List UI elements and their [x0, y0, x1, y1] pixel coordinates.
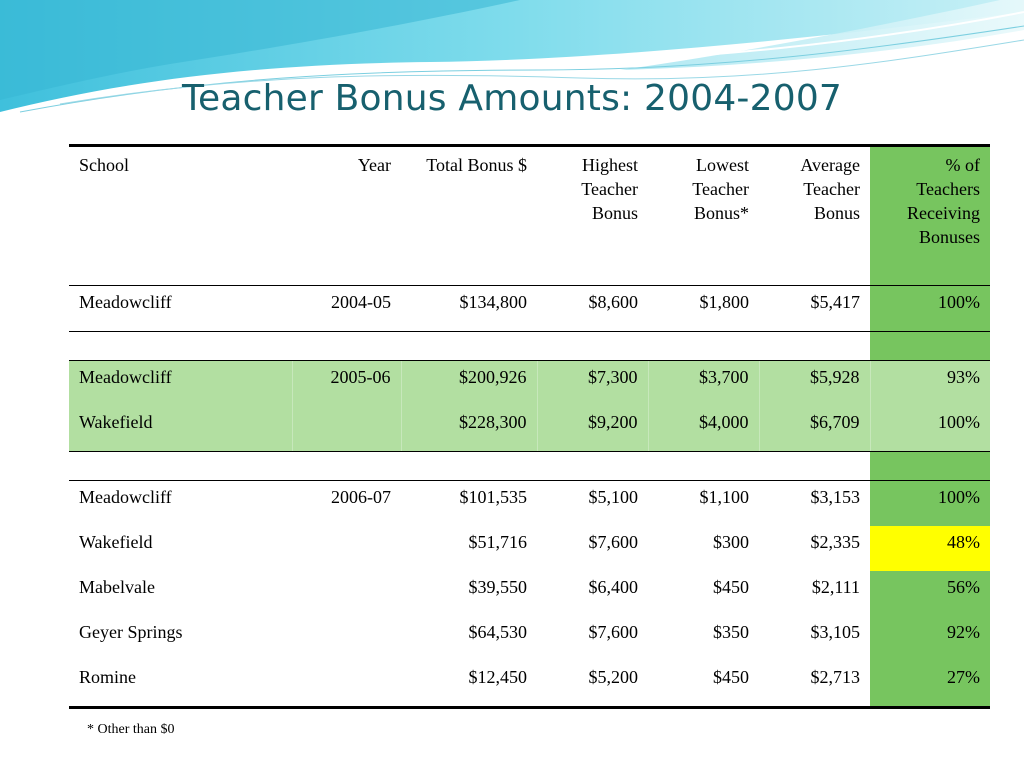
- cell-pct: 100%: [870, 286, 990, 332]
- cell-year: [292, 526, 401, 571]
- cell-total: $64,530: [468, 622, 527, 642]
- cell-year: [292, 661, 401, 708]
- cell-total: $134,800: [401, 286, 537, 332]
- cell-lowest: $300: [713, 532, 749, 552]
- cell-average: $2,713: [810, 667, 860, 687]
- table-row: [69, 361, 990, 407]
- cell-year: [292, 616, 401, 661]
- cell-school: Wakefield: [69, 406, 292, 452]
- cell-lowest: $3,700: [648, 361, 759, 407]
- cell-lowest: $350: [713, 622, 749, 642]
- cell-pct: 48%: [870, 526, 990, 571]
- page-title: Teacher Bonus Amounts: 2004-2007: [181, 78, 843, 119]
- cell-average: $2,335: [810, 532, 860, 552]
- cell-pct: 100%: [870, 481, 990, 527]
- table-header-row: [69, 146, 990, 286]
- col-header-total-bonus: Total Bonus $: [426, 155, 527, 175]
- cell-average: $6,709: [759, 406, 870, 452]
- cell-average: $5,417: [759, 286, 870, 332]
- cell-highest: $6,400: [588, 577, 638, 597]
- cell-average: $5,928: [759, 361, 870, 407]
- cell-total: $39,550: [468, 577, 527, 597]
- col-header-pct-receiving: % of Teachers Receiving Bonuses: [870, 146, 990, 286]
- cell-school: Meadowcliff: [79, 487, 172, 507]
- col-header-school: School: [79, 155, 130, 175]
- cell-highest: $9,200: [537, 406, 648, 452]
- col-header-year: Year: [357, 155, 391, 175]
- cell-year: 2005-06: [292, 361, 401, 407]
- cell-lowest: $1,800: [648, 286, 759, 332]
- cell-pct: 93%: [870, 361, 990, 407]
- cell-average: $3,105: [810, 622, 860, 642]
- table-spacer-row: [69, 452, 990, 481]
- cell-highest: $5,200: [588, 667, 638, 687]
- cell-lowest: $1,100: [699, 487, 749, 507]
- cell-pct: 100%: [870, 406, 990, 452]
- cell-lowest: $4,000: [648, 406, 759, 452]
- cell-highest: $7,600: [588, 532, 638, 552]
- col-header-highest-bonus: Highest Teacher Bonus: [581, 155, 638, 223]
- table-spacer-row: [69, 332, 990, 361]
- table-row: [69, 661, 990, 708]
- cell-school: Romine: [79, 667, 136, 687]
- cell-total: $101,535: [459, 487, 527, 507]
- cell-school: Wakefield: [79, 532, 153, 552]
- cell-average: $3,153: [810, 487, 860, 507]
- col-header-lowest-bonus: Lowest Teacher Bonus*: [692, 155, 749, 223]
- cell-school: Geyer Springs: [79, 622, 183, 642]
- cell-school: Mabelvale: [79, 577, 155, 597]
- cell-highest: $8,600: [537, 286, 648, 332]
- cell-lowest: $450: [713, 667, 749, 687]
- cell-year: [292, 406, 401, 452]
- cell-average: $2,111: [811, 577, 860, 597]
- cell-total: $200,926: [401, 361, 537, 407]
- cell-pct: 92%: [870, 616, 990, 661]
- cell-lowest: $450: [713, 577, 749, 597]
- table-row: [69, 406, 990, 452]
- cell-year: 2004-05: [292, 286, 401, 332]
- cell-school: Meadowcliff: [69, 361, 292, 407]
- table-row: [69, 526, 990, 571]
- footnote: * Other than $0: [87, 722, 175, 737]
- table-row: [69, 616, 990, 661]
- cell-school: Meadowcliff: [69, 286, 292, 332]
- cell-highest: $5,100: [588, 487, 638, 507]
- teacher-bonus-table: [69, 144, 990, 709]
- cell-pct: 27%: [870, 661, 990, 708]
- table-row: [69, 286, 990, 332]
- table-row: [69, 571, 990, 616]
- cell-year: 2006-07: [331, 487, 391, 507]
- cell-total: $12,450: [468, 667, 527, 687]
- cell-highest: $7,600: [588, 622, 638, 642]
- cell-total: $51,716: [468, 532, 527, 552]
- cell-year: [292, 571, 401, 616]
- table-row: [69, 481, 990, 527]
- cell-highest: $7,300: [537, 361, 648, 407]
- col-header-average-bonus: Average Teacher Bonus: [800, 155, 860, 223]
- cell-pct: 56%: [870, 571, 990, 616]
- cell-total: $228,300: [401, 406, 537, 452]
